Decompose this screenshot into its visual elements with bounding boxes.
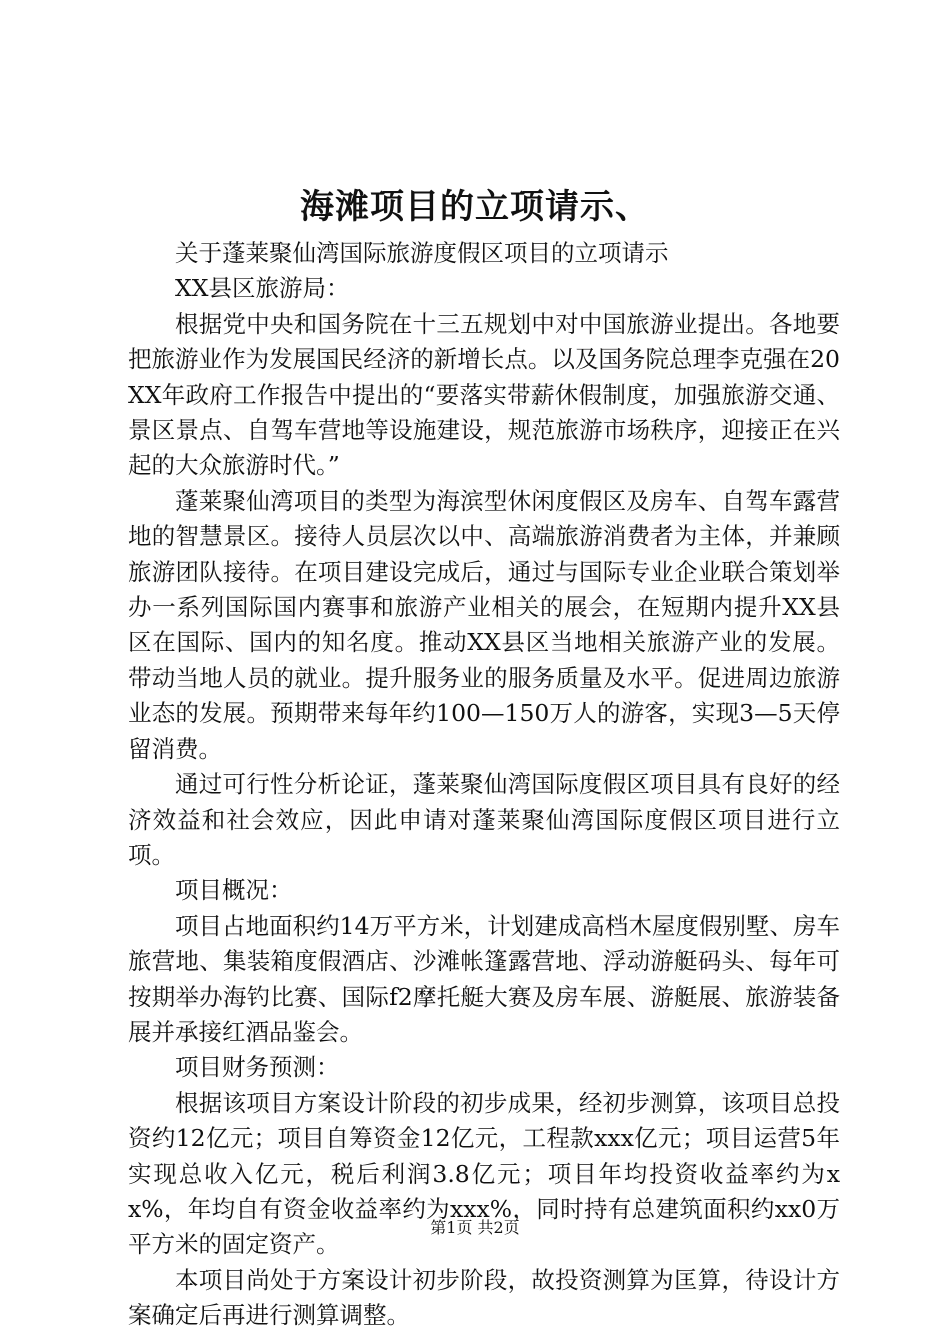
paragraph-overview: 项目占地面积约14万平方米，计划建成高档木屋度假别墅、房车旅营地、集装箱度假酒店、沙滩帐篷露营地、浮动游艇码头、每年可按期举办海钓比赛、国际f2摩托艇大赛及房车展、游艇展、旅游装备展并承接红酒品鉴会。 [128, 911, 840, 1046]
document-body [128, 236, 840, 1334]
document-title: 海滩项目的立项请示、 [300, 187, 650, 227]
page-footer: 第1页 共2页 [430, 1218, 520, 1237]
paragraph-feasibility: 通过可行性分析论证，蓬莱聚仙湾国际度假区项目具有良好的经济效益和社会效应，因此申请对蓬莱聚仙湾国际度假区项目进行立项。 [128, 770, 840, 869]
section-heading-finance: 项目财务预测： [175, 1053, 340, 1082]
paragraph-subject: 关于蓬莱聚仙湾国际旅游度假区项目的立项请示 [175, 239, 669, 267]
paragraph-project-type: 蓬莱聚仙湾项目的类型为海滨型休闲度假区及房车、自驾车露营地的智慧景区。接待人员层次以中、高端旅游消费者为主体，并兼顾旅游团队接待。在项目建设完成后，通过与国际专业企业联合策划举办一系列国际国内赛事和旅游产业相关的展会，在短期内提升XX县区在国际、国内的知名度。推动XX县区当地相关旅游产业的发展。带动当地人员的就业。提升服务业的服务质量及水平。促进周边旅游业态的发展。预期带来每年约100—150万人的游客，实现3—5天停留消费。 [128, 486, 840, 763]
paragraph-recipient: XX县区旅游局： [175, 274, 350, 303]
paragraph-finance: 根据该项目方案设计阶段的初步成果，经初步测算，该项目总投资约12亿元；项目自筹资金12亿元，工程款xxx亿元；项目运营5年实现总收入亿元，税后利润3.8亿元；项目年均投资收益率约为xx%，年均自有资金收益率约为xxx%，同时持有总建筑面积约xx0万平方米的固定资产。 [128, 1088, 840, 1259]
paragraph-background: 根据党中央和国务院在十三五规划中对中国旅游业提出。各地要把旅游业作为发展国民经济的新增长点。以及国务院总理李克强在20XX年政府工作报告中提出的“要落实带薪休假制度，加强旅游交通、景区景点、自驾车营地等设施建设，规范旅游市场秩序，迎接正在兴起的大众旅游时代。” [128, 309, 840, 480]
section-heading-overview: 项目概况： [175, 876, 293, 905]
paragraph-closing: 本项目尚处于方案设计初步阶段，故投资测算为匡算，待设计方案确定后再进行测算调整。 [128, 1265, 840, 1330]
